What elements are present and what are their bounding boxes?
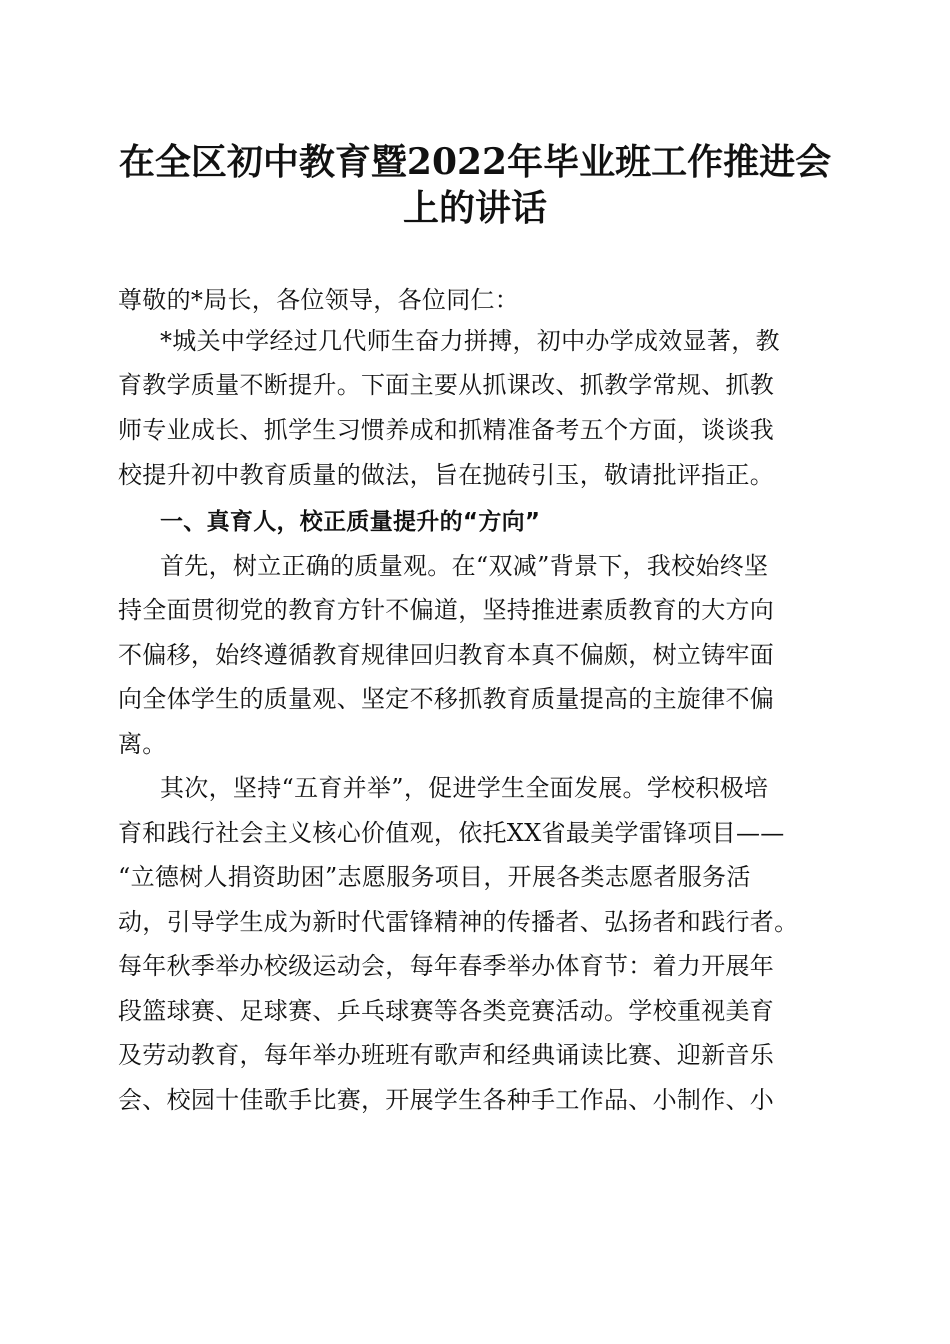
paragraph-line: 育教学质量不断提升。下面主要从抓课改、抓教学常规、抓教: [118, 371, 775, 399]
salutation: 尊敬的*局长，各位领导，各位同仁：: [118, 286, 520, 314]
paragraph-line: 及劳动教育，每年举办班班有歌声和经典诵读比赛、迎新音乐: [118, 1041, 775, 1069]
paragraph-line: 校提升初中教育质量的做法，旨在抛砖引玉，敬请批评指正。: [118, 461, 775, 489]
paragraph-line: *城关中学经过几代师生奋力拼搏，初中办学成效显著，教: [160, 327, 780, 355]
paragraph-line: 师专业成长、抓学生习惯养成和抓精准备考五个方面，谈谈我: [118, 416, 775, 444]
title-line-2: 上的讲话: [402, 187, 547, 229]
paragraph-line: “立德树人捐资助困”志愿服务项目，开展各类志愿者服务活: [118, 863, 751, 891]
paragraph-line: 会、校园十佳歌手比赛，开展学生各种手工作品、小制作、小: [118, 1086, 775, 1114]
paragraph-line: 每年秋季举办校级运动会，每年春季举办体育节：着力开展年: [118, 952, 775, 980]
paragraph-line: 段篮球赛、足球赛、乒乓球赛等各类竞赛活动。学校重视美育: [118, 997, 775, 1025]
paragraph-line: 持全面贯彻党的教育方针不偏道，坚持推进素质教育的大方向: [118, 596, 775, 624]
paragraph-line: 动，引导学生成为新时代雷锋精神的传播者、弘扬者和践行者。: [118, 908, 799, 936]
paragraph-line: 育和践行社会主义核心价值观，依托XX省最美学雷锋项目——: [118, 819, 785, 847]
paragraph-line: 不偏移，始终遵循教育规律回归教育本真不偏颇，树立铸牢面: [118, 641, 775, 669]
title-line-1: 在全区初中教育暨2022年毕业班工作推进会: [118, 141, 832, 183]
paragraph-line: 离。: [118, 730, 167, 758]
paragraph-line: 其次，坚持“五育并举”，促进学生全面发展。学校积极培: [160, 774, 769, 802]
section-heading: 一、真育人，校正质量提升的“方向”: [160, 509, 541, 535]
paragraph-line: 向全体学生的质量观、坚定不移抓教育质量提高的主旋律不偏: [118, 685, 775, 713]
paragraph-line: 首先，树立正确的质量观。在“双减”背景下，我校始终坚: [160, 552, 769, 580]
